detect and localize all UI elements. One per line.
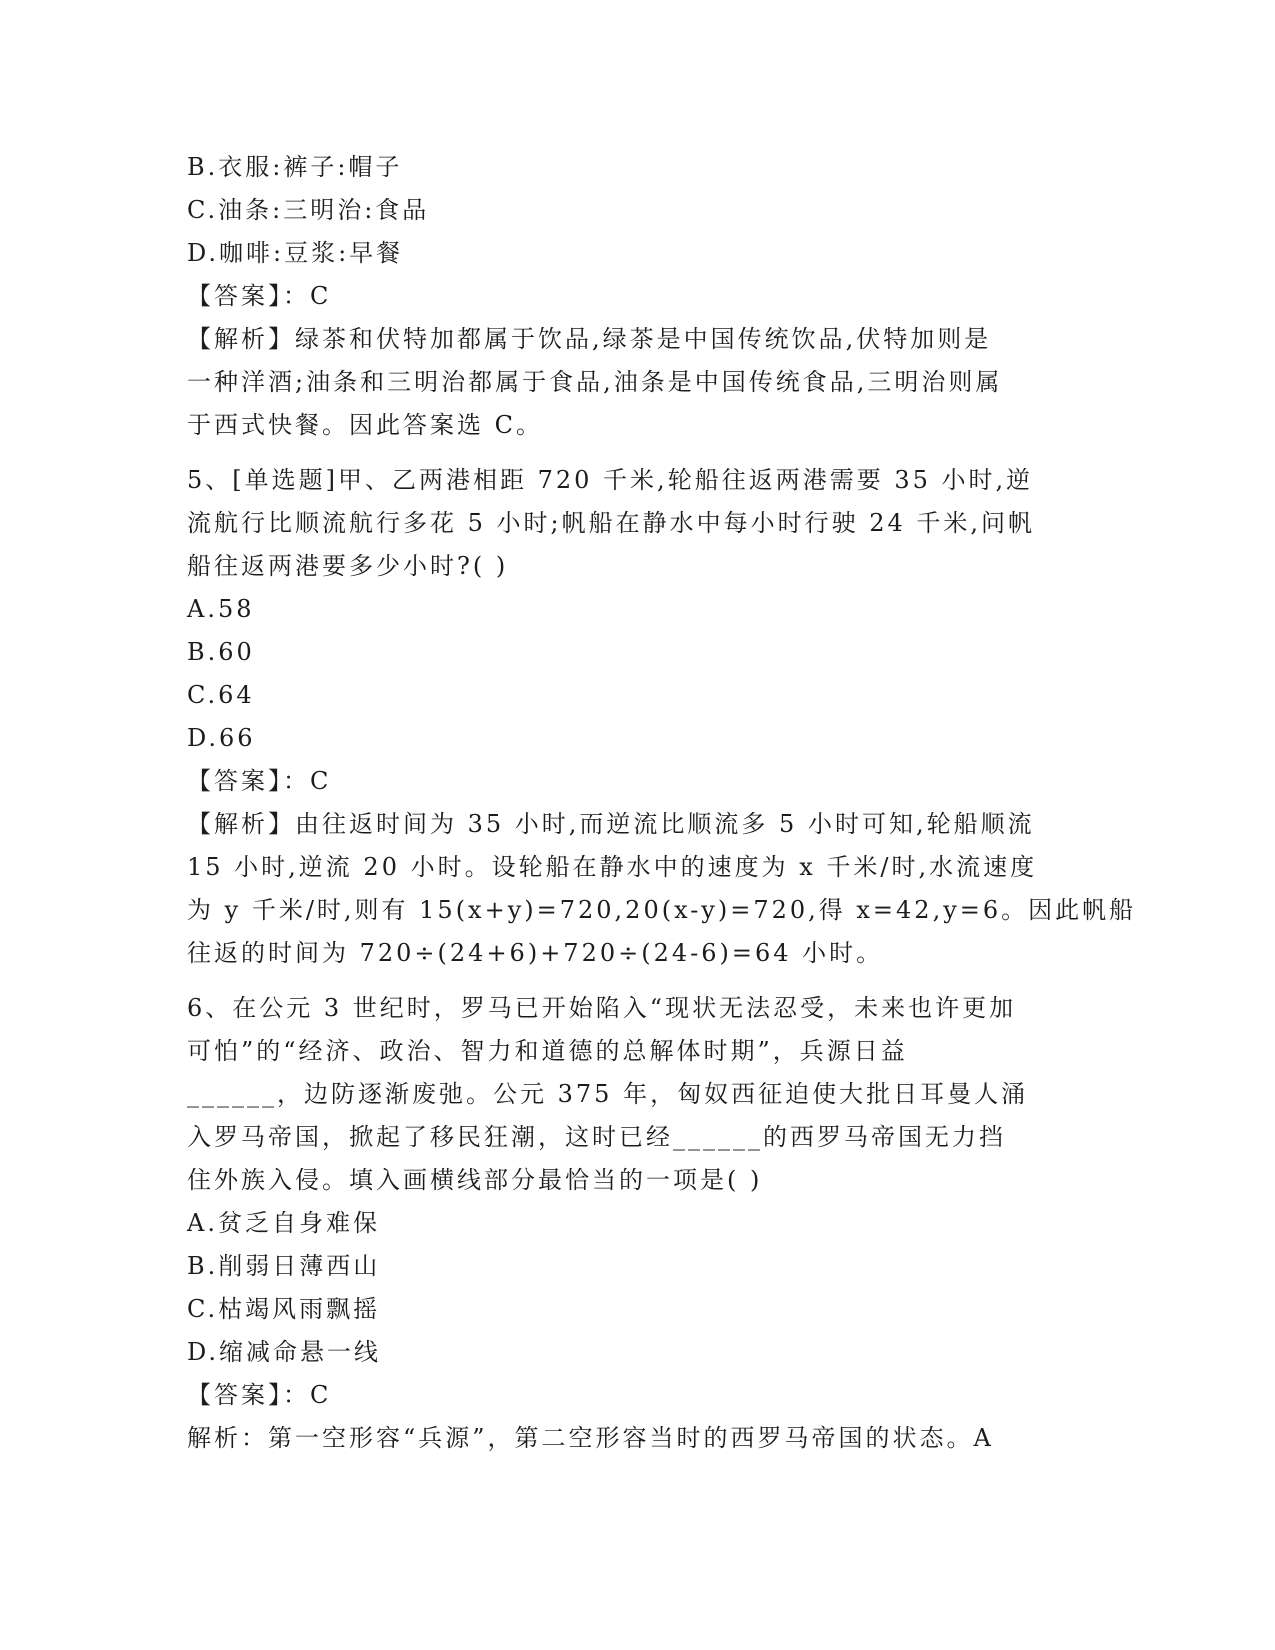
document-content	[187, 146, 1137, 1460]
option-a: A.贫乏自身难保	[187, 1209, 380, 1237]
analysis-line: 一种洋酒;油条和三明治都属于食品,油条是中国传统食品,三明治则属	[187, 368, 1003, 396]
option-c: C.油条:三明治:食品	[187, 196, 430, 224]
option-d: D.66	[187, 724, 256, 752]
question-6	[187, 987, 1087, 1460]
answer: 【答案】：C	[187, 282, 332, 310]
analysis-line: 于西式快餐。因此答案选 C。	[187, 411, 543, 439]
analysis-line: 【解析】由往返时间为 35 小时,而逆流比顺流多 5 小时可知,轮船顺流	[187, 810, 1035, 838]
option-b: B.削弱日薄西山	[187, 1252, 381, 1280]
question-line: 可怕”的“经济、政治、智力和道德的总解体时期”，兵源日益	[187, 1037, 908, 1065]
spacer	[187, 447, 1087, 459]
option-d: D.缩减命悬一线	[187, 1338, 382, 1366]
option-a: A.58	[187, 595, 255, 623]
analysis-line: 解析：第一空形容“兵源”，第二空形容当时的西罗马帝国的状态。A	[187, 1424, 994, 1452]
option-b: B.衣服:裤子:帽子	[187, 153, 403, 181]
option-c: C.枯竭风雨飘摇	[187, 1295, 381, 1323]
option-d: D.咖啡:豆浆:早餐	[187, 239, 404, 267]
option-b: B.60	[187, 638, 255, 666]
analysis-line: 15 小时,逆流 20 小时。设轮船在静水中的速度为 x 千米/时,水流速度	[187, 853, 1038, 881]
answer: 【答案】：C	[187, 767, 332, 795]
answer: 【答案】：C	[187, 1381, 332, 1409]
option-c: C.64	[187, 681, 255, 709]
question-line: 入罗马帝国，掀起了移民狂潮，这时已经______的西罗马帝国无力挡	[187, 1123, 1006, 1151]
question-line: ______，边防逐渐废弛。公元 375 年，匈奴西征迫使大批日耳曼人涌	[187, 1080, 1029, 1108]
question-line: 流航行比顺流航行多花 5 小时;帆船在静水中每小时行驶 24 千米,问帆	[187, 509, 1036, 537]
question-line: 5、[单选题]甲、乙两港相距 720 千米,轮船往返两港需要 35 小时,逆	[187, 466, 1034, 494]
question-line: 住外族入侵。填入画横线部分最恰当的一项是( )	[187, 1166, 763, 1194]
question-line: 6、在公元 3 世纪时，罗马已开始陷入“现状无法忍受，未来也许更加	[187, 994, 1017, 1022]
analysis-line: 往返的时间为 720÷(24+6)+720÷(24-6)=64 小时。	[187, 939, 884, 967]
analysis-line: 为 y 千米/时,则有 15(x+y)=720,20(x-y)=720,得 x=42,y=6。因此帆船	[187, 896, 1137, 924]
spacer	[187, 975, 1087, 987]
analysis-line: 【解析】绿茶和伏特加都属于饮品,绿茶是中国传统饮品,伏特加则是	[187, 325, 992, 353]
question-4-tail	[187, 146, 1087, 447]
question-5	[187, 459, 1137, 975]
question-line: 船往返两港要多少小时?( )	[187, 552, 509, 580]
